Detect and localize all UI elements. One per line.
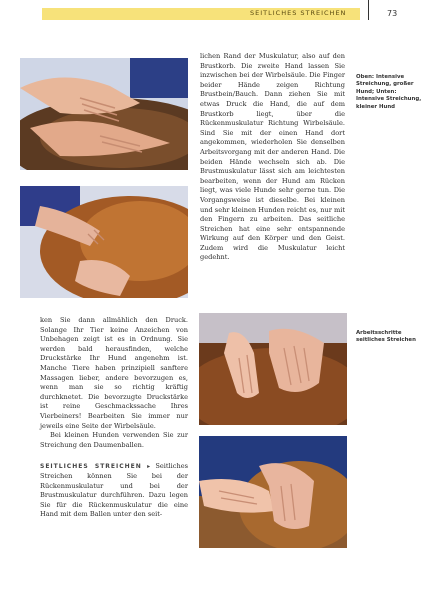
photo-steps-2 [199, 436, 347, 548]
paragraph-pressure: ken Sie dann allmählich den Druck. Solange Ihr Tier keine Anzeichen von Unbehagen zeigt ist es in Ordnung. Sie werden bald herausfinden, welche Druckstärke Ihr Hund angenehm ist. Manche Tiere haben prinzipiell sanftere Massagen lieber, andere bevorzugen es, wenn man sie so richtig kräftig durchknetet. Die bevorzugte Druckstärke ist reine Geschmackssache Ihres Vierbeiners! Bearbeiten Sie immer nur jeweils eine Seite der Wirbelsäule. [40, 316, 188, 430]
paragraph-continuation: lichen Rand der Muskulatur, also auf den Brustkorb. Die zweite Hand lassen Sie inzwischen bei der Wirbelsäule. Die Finger beider Hände zeigen Richtung Brustbein/Bauch. Dann ziehen Sie mit etwas Druck die Hand, die auf dem Brustkorb liegt, über die Rückenmuskulatur Richtung Wirbelsäule. Sind Sie mit der einen Hand dort angekommen, wiederholen Sie denselben Arbeitsvorgang mit der anderen Hand. Die beiden Hände wechseln sich ab. Die Brustmuskulatur lässt sich am leichtesten bearbeiten, wenn der Hund am Rücken liegt, was viele Hunde sehr gerne tun. Die Vorgangsweise ist dieselbe. Bei kleinen und sehr kleinen Hunden reicht es, nur mit den Fingern zu arbeiten. Das seitliche Streichen hat eine sehr entspannende Wirkung auf den Körper und den Geist. Zudem wird die Muskulatur leicht gedehnt. [200, 52, 345, 262]
section-header-title: SEITLICHES STREICHEN [250, 9, 347, 17]
caption-text: Arbeitsschritte seitliches Streichen [356, 330, 416, 344]
section-label: SEITLICHES STREICHEN [40, 463, 142, 471]
photo-large-dog-massage [20, 58, 188, 170]
arrow-icon: ▸ [147, 463, 151, 471]
caption-text: Oben: Intensive Streichung, großer Hund; Unten: Intensive Streichung, kleiner Hund [356, 74, 422, 110]
section-text: Seitliches Streichen können Sie bei der Rückenmuskulatur und bei der Brustmuskulatur durchführen. Dazu legen Sie für die Rückenmuskulatur die eine Hand mit dem Ballen unter den seit- [40, 462, 188, 519]
photo-steps-1 [199, 313, 347, 425]
photo-small-dog-massage [20, 186, 188, 298]
body-text-left-column [40, 316, 188, 520]
header-divider [368, 0, 369, 20]
paragraph-section-intro [40, 462, 188, 520]
photo-caption-top [356, 74, 426, 111]
page-number: 73 [387, 9, 398, 18]
body-text-right-column [200, 52, 345, 263]
paragraph-small-dogs: Bei kleinen Hunden verwenden Sie zur Streichung den Daumenballen. [40, 431, 188, 449]
photo-caption-middle [356, 330, 426, 345]
